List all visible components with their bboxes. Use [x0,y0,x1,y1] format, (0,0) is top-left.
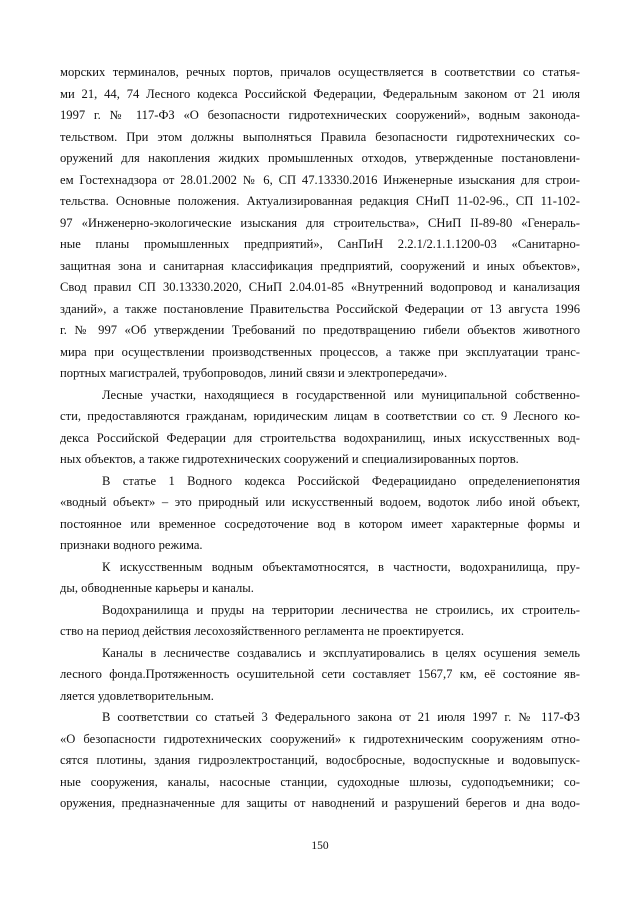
text-line: ные сооружения, каналы, насосные станции, судоходные шлюзы, судоподъемники; со- [60,774,580,789]
text-line: портных магистралей, трубопроводов, линий связи и электропередачи». [60,366,448,380]
text-line: сти, предоставляются гражданам, юридическим лицам в соответствии со ст. 9 Лесного ко- [60,409,580,423]
page-number: 150 [311,840,329,852]
paragraph [60,643,580,708]
text-line: ных объектов, а также гидротехнических сооружений и специализированных портов. [60,452,519,466]
text-line: постоянное или временное сосредоточение вод в котором имеет характерные формы и [60,516,580,531]
text-line: лесного фонда.Протяженность осушительной сети составляет 1567,7 км, её состояние яв- [60,667,580,681]
text-line: оружений для накопления жидких промышленных отходов, утвержденные постановлени- [60,151,580,165]
paragraph [60,62,580,385]
text-line: Лесные участки, находящиеся в государственной или муниципальной собственно- [102,387,580,402]
text-line: ем Гостехнадзора от 28.01.2002 № 6, СП 47.13330.2016 Инженерные изыскания для строи- [60,172,580,187]
text-line: признаки водного режима. [60,538,203,552]
text-line: ство на период действия лесохозяйственного регламента не проектируется. [60,624,464,638]
text-line: защитная зона и санитарная классификация предприятий, сооружений и иных объектов», [60,258,580,273]
text-line: «О безопасности гидротехнических сооружений» к гидротехническим сооружениям отно- [60,731,580,746]
text-line: 97 «Инженерно-экологические изыскания для строительства», СНиП II-89-80 «Генераль- [60,215,580,230]
paragraph [60,471,580,557]
text-line: оружения, предназначенные для защиты от наводнений и разрушений берегов и дна водо- [60,796,580,810]
text-line: декса Российской Федерации для строительства водохранилищ, иных искусственных вод- [60,430,580,445]
text-line: мира при осуществлении производственных процессов, а также при эксплуатации транс- [60,344,580,359]
body-text [60,62,580,815]
text-line: сятся плотины, здания гидроэлектростанций, водосбросные, водоспускные и водовыпуск- [60,753,580,767]
text-line: тельством. При этом должны выполняться Правила безопасности гидротехнических со- [60,129,580,144]
text-line: В статье 1 Водного кодекса Российской Федерацииданo определениепонятия [102,473,580,488]
text-line: Водохранилища и пруды на территории лесничества не строились, их строитель- [102,602,580,617]
text-line: ные планы промышленных предприятий», СанПиН 2.2.1/2.1.1.1200-03 «Санитарно- [60,237,580,251]
paragraph [60,557,580,600]
paragraph [60,707,580,815]
paragraph [60,600,580,643]
text-line: В соответствии со статьей 3 Федерального закона от 21 июля 1997 г. № 117-ФЗ [102,710,580,724]
text-line: К искусственным водным объектамотносятся, в частности, водохранилища, пру- [102,559,580,574]
text-line: тельства. Основные положения. Актуализированная редакция СНиП 11-02-96., СП 11-102- [60,194,580,208]
text-line: г. № 997 «Об утверждении Требований по предотвращению гибели объектов животного [60,323,580,337]
text-line: ды, обводненные карьеры и каналы. [60,581,254,595]
text-line: ляется удовлетворительным. [60,688,214,703]
text-line: зданий», а также постановление Правительства Российской Федерации от 13 августа 1996 [60,301,580,316]
text-line: Свод правил СП 30.13330.2020, СНиП 2.04.01-85 «Внутренний водопровод и канализация [60,280,580,294]
paragraph [60,385,580,471]
text-line: 1997 г. № 117-ФЗ «О безопасности гидротехнических сооружений», водным законода- [60,108,580,122]
text-line: морских терминалов, речных портов, причалов осуществляется в соответствии со статья- [60,65,580,79]
text-line: «водный объект» – это природный или искусственный водоем, водоток либо иной объект, [60,495,580,509]
text-line: Каналы в лесничестве создавались и эксплуатировались в целях осушения земель [102,645,580,660]
text-line: ми 21, 44, 74 Лесного кодекса Российской Федерации, Федеральным законом от 21 июля [60,86,580,101]
